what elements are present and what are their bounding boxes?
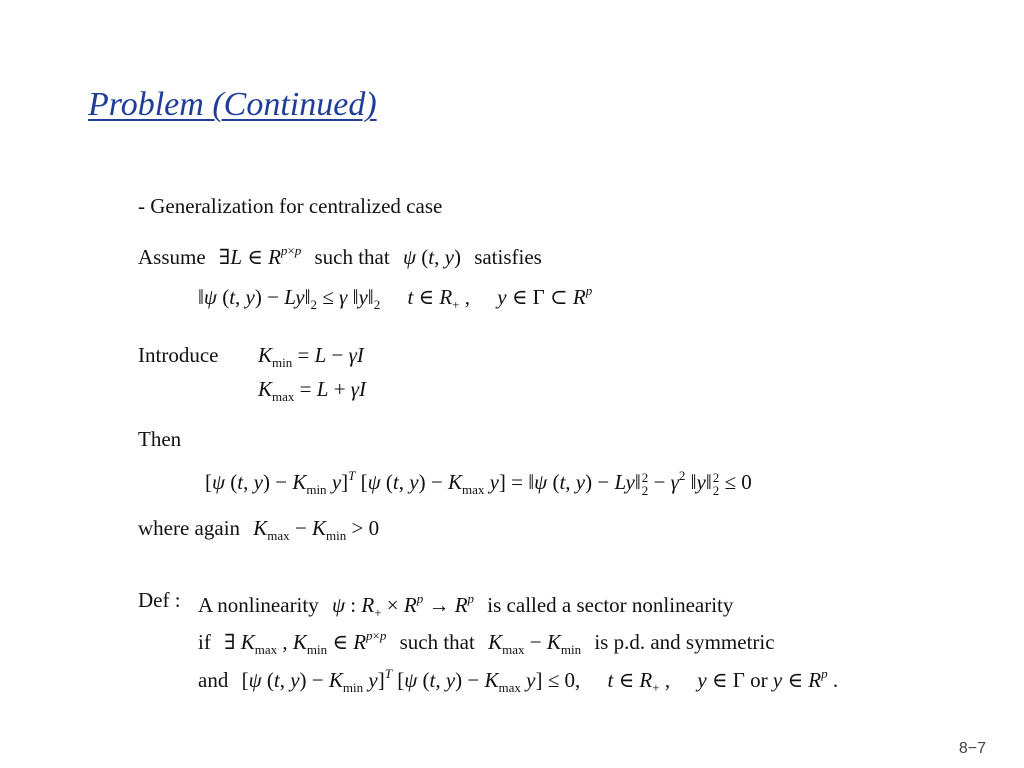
bullet-generalization: - Generalization for centralized case [138,194,443,218]
assume-math: ∃L ∈ $R^{p\times p}$ [218,243,302,269]
def-line-1: A nonlinearity ψ : $R_+ \times R^p \to R^p$ is called a sector nonlinearity [198,591,734,620]
page-number: 8−7 [958,740,986,757]
def-or: or [750,668,768,692]
assume-such-that: such that [314,245,390,269]
where-again-label: where again [138,516,241,540]
kmax-def: $K_{max} = L + \gamma I$ [258,377,367,404]
kmin-def: $K_{min} = L - \gamma I$ [258,343,364,370]
assume-label: Assume [138,245,206,269]
def-line1-tail: is called a sector nonlinearity [487,593,734,617]
where-again-line: where again $K_{max} - K_{min} > 0$ [138,516,380,543]
sector-inequality: ‖ψ (t, $y) - Ly‖_2 \le \gamma$ $‖y‖_2$ t ∈ $R_+$ , y ∈ Γ ⊂ $R^p$ [198,283,593,312]
def-such-that: such that [399,630,475,654]
def-line-3: and [ψ (t, $y) - K_{min}$ y]$^T$ [ψ (t, $y) - K_{max}$ y] ≤ 0, t ∈ $R_+$ , y ∈ Γ or y ∈ $R^p$ . [198,666,839,695]
def-pd: is p.d. and symmetric [594,630,775,654]
then-equation: [ψ (t, $y) - K_{min}$ y]$^T$ [ψ (t, $y) - K_{max}$ y] = ‖ψ (t, y) − Ly‖ 2 2 − $\gamma^2$ ‖y‖ 2 2 ≤ 0 [205,468,752,498]
def-and: and [198,668,229,692]
introduce-label: Introduce [138,343,219,367]
def-label: Def : [138,588,181,612]
def-line1-text: A nonlinearity [198,593,319,617]
def-line-2: if ∃ $K_{max}$ , $K_{min}$ ∈ $R^{p\times p}$ such that $K_{max} - K_{min}$ is p.d. and symmetric [198,628,775,657]
slide-title: Problem (Continued) [88,86,377,123]
assume-satisfies: satisfies [474,245,542,269]
assume-line [138,238,542,270]
def-if: if [198,630,211,654]
then-label: Then [138,427,182,451]
assume-psi: ψ (t, y) [402,245,461,269]
